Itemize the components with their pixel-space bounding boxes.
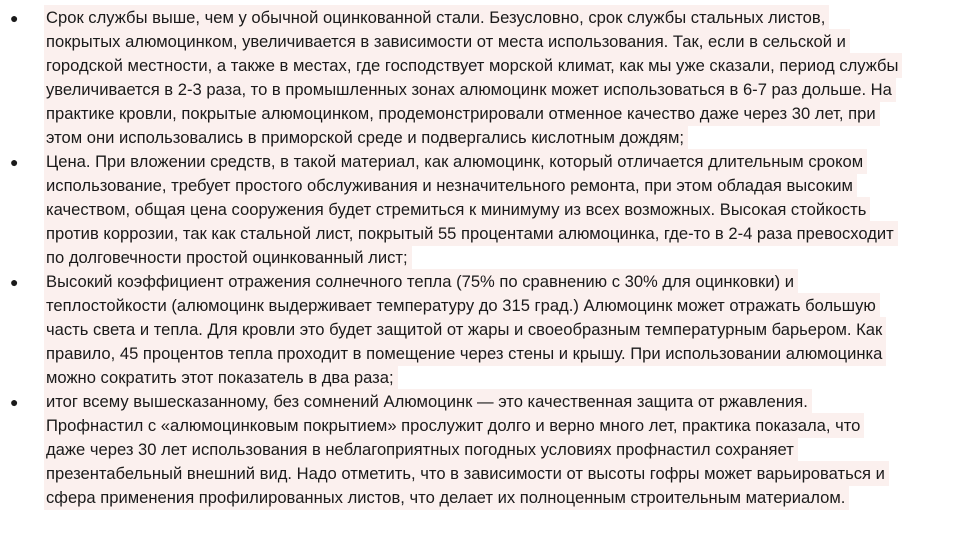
text-line xyxy=(44,438,946,462)
text-line xyxy=(44,174,946,198)
text-line xyxy=(44,270,946,294)
list-item xyxy=(0,270,960,390)
document-body xyxy=(0,6,960,510)
text-line xyxy=(44,126,946,150)
bullet-icon: ● xyxy=(10,394,19,410)
text-run: даже через 30 лет использования в неблагоприятных погодных условиях профнастил сохраняет xyxy=(44,437,798,462)
text-line xyxy=(44,30,946,54)
text-run: Высокий коэффициент отражения солнечного тепла (75% по сравнению с 30% для оцинковки) и xyxy=(44,269,798,294)
text-run: этом они использовались в приморской среде и подвергались кислотным дождям; xyxy=(44,125,688,150)
text-line xyxy=(44,366,946,390)
text-line xyxy=(44,414,946,438)
text-line xyxy=(44,102,946,126)
text-run: увеличивается в 2-3 раза, то в промышленных зонах алюмоцинк может использоваться в 6-7 раз дольше. На xyxy=(44,77,896,102)
text-line xyxy=(44,342,946,366)
text-run: Цена. При вложении средств, в такой материал, как алюмоцинк, который отличается длительным сроком xyxy=(44,149,867,174)
text-line xyxy=(44,294,946,318)
text-run: использование, требует простого обслуживания и незначительного ремонта, при этом обладая высоким xyxy=(44,173,857,198)
list-item xyxy=(0,150,960,270)
text-run: покрытых алюмоцинком, увеличивается в зависимости от места использования. Так, если в сельской и xyxy=(44,29,850,54)
text-line xyxy=(44,462,946,486)
text-run: итог всему вышесказанному, без сомнений Алюмоцинк — это качественная защита от ржавления. xyxy=(44,389,812,414)
text-run: презентабельный внешний вид. Надо отметить, что в зависимости от высоты гофры может варьироваться и xyxy=(44,461,889,486)
text-run: против коррозии, так как стальной лист, покрытый 55 процентами алюмоцинка, где-то в 2-4 раза превосходит xyxy=(44,221,898,246)
text-line xyxy=(44,78,946,102)
text-line xyxy=(44,54,946,78)
list-item xyxy=(0,390,960,510)
text-run: практике кровли, покрытые алюмоцинком, продемонстрировали отменное качество даже через 30 лет, при xyxy=(44,101,880,126)
text-run: городской местности, а также в местах, где господствует морской климат, как мы уже сказали, период службы xyxy=(44,53,902,78)
text-line xyxy=(44,246,946,270)
text-run: теплостойкости (алюмоцинк выдерживает температуру до 315 град.) Алюмоцинк может отражать большую xyxy=(44,293,880,318)
text-line xyxy=(44,150,946,174)
text-line xyxy=(44,198,946,222)
text-line xyxy=(44,390,946,414)
list-item xyxy=(0,6,960,150)
bullet-icon: ● xyxy=(10,10,19,26)
text-run: по долговечности простой оцинкованный лист; xyxy=(44,245,412,270)
text-run: Срок службы выше, чем у обычной оцинкованной стали. Безусловно, срок службы стальных листов, xyxy=(44,5,829,30)
text-run: качеством, общая цена сооружения будет стремиться к минимуму из всех возможных. Высокая стойкость xyxy=(44,197,870,222)
bullet-icon: ● xyxy=(10,274,19,290)
text-line xyxy=(44,222,946,246)
bullet-icon: ● xyxy=(10,154,19,170)
text-line xyxy=(44,486,946,510)
text-run: сфера применения профилированных листов, что делает их полноценным строительным материалом. xyxy=(44,485,849,510)
text-run: Профнастил с «алюмоцинковым покрытием» прослужит долго и верно много лет, практика показала, что xyxy=(44,413,864,438)
text-run: часть света и тепла. Для кровли это будет защитой от жары и своеобразным температурным барьером. Как xyxy=(44,317,886,342)
text-run: можно сократить этот показатель в два раза; xyxy=(44,365,398,390)
text-line xyxy=(44,318,946,342)
text-line xyxy=(44,6,946,30)
text-run: правило, 45 процентов тепла проходит в помещение через стены и крышу. При использовании алюмоцинка xyxy=(44,341,886,366)
